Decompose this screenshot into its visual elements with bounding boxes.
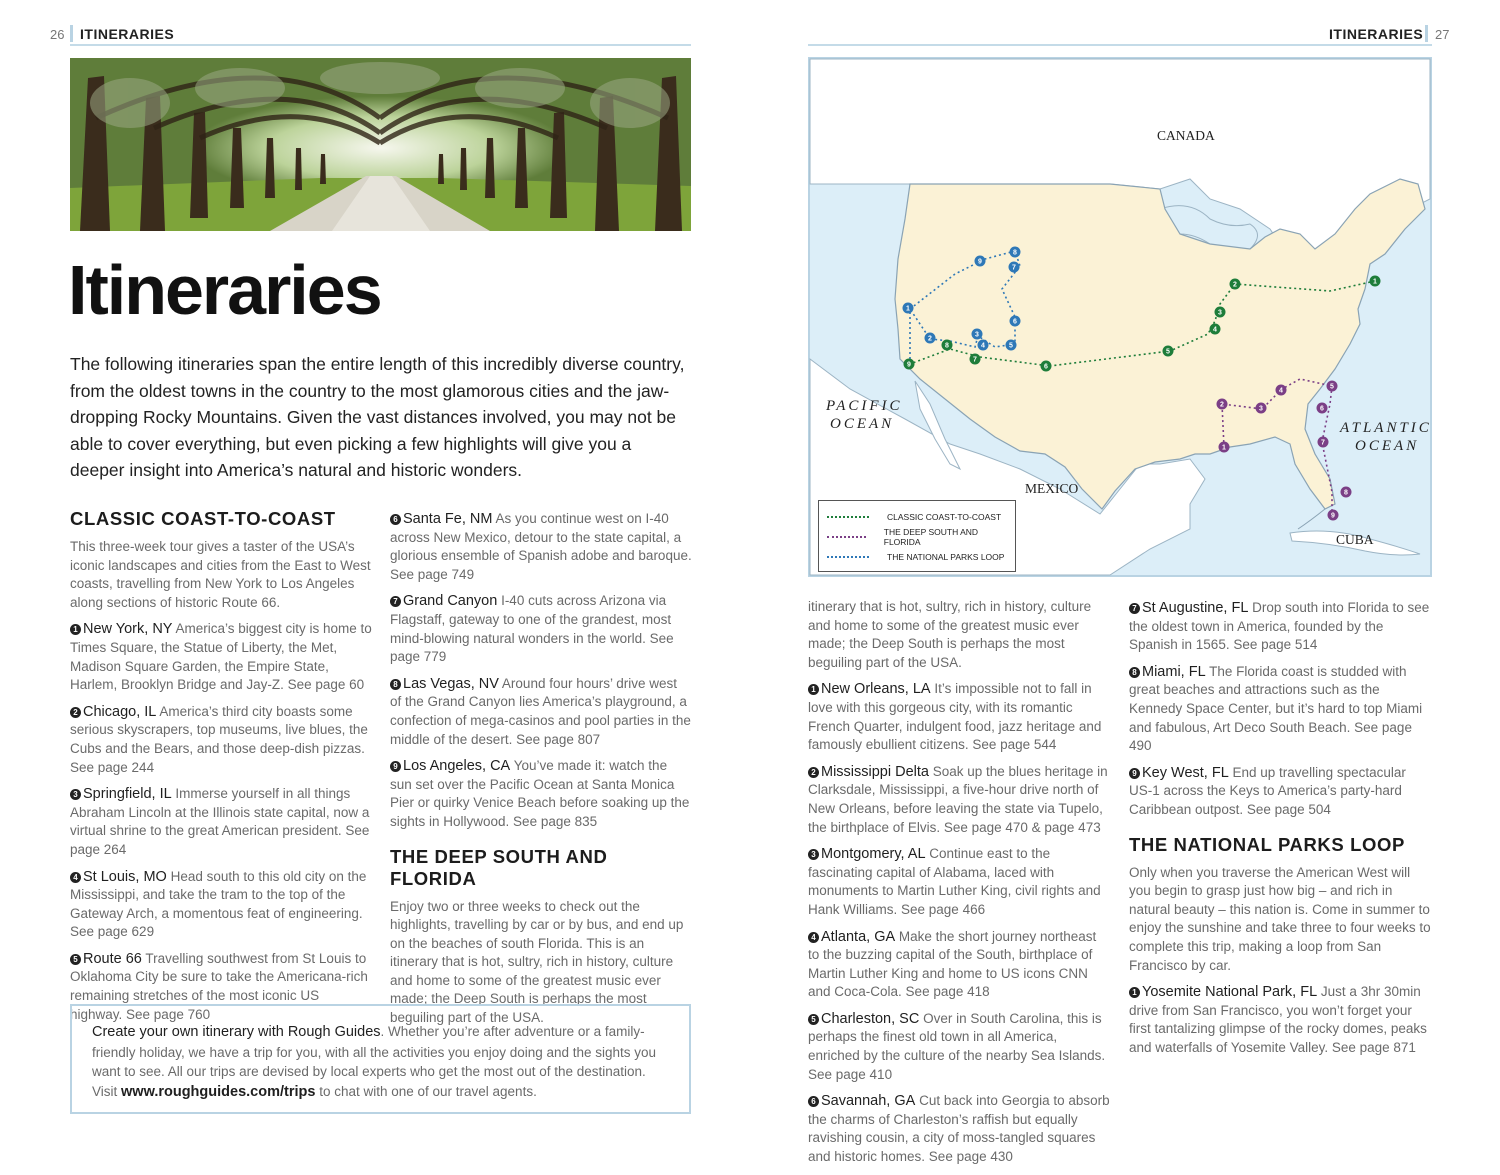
stop-description: The Florida coast is studded with great beaches and attractions such as the Kennedy Space Center, but it’s hard to top Miami and fabulous, Art Deco South Beach. See page 490 bbox=[1129, 663, 1423, 754]
legend-row-south bbox=[827, 527, 1007, 547]
intro-paragraph: The following itineraries span the entire length of this incredibly diverse country, from the oldest towns in the country to the most glamorous cities and the jaw-dropping Rocky Mountains. Given the vast distances involved, you may not be able to cover everything, but even picking a few highlights will give you a deeper insight into America’s natural and historic wonders. bbox=[70, 354, 685, 480]
classic-stop bbox=[70, 703, 372, 777]
stop-description: Just a 3hr 30min drive from San Francisco, you won’t forget your first tantalizing glimpse of the rocky domes, peaks and waterfalls of Yosemite Valley. See page 871 bbox=[1129, 984, 1427, 1055]
classic-stop bbox=[70, 785, 372, 859]
legend-row-classic bbox=[827, 507, 1007, 527]
stop-number-badge: 5 bbox=[808, 1014, 819, 1025]
map-label-cuba: CUBA bbox=[1336, 532, 1374, 547]
stop-name: Mississippi Delta bbox=[821, 763, 929, 780]
stop-number-badge: 4 bbox=[808, 932, 819, 943]
south-stop bbox=[808, 928, 1110, 1002]
column-3 bbox=[808, 599, 1110, 1175]
stop-number-badge: 7 bbox=[1129, 603, 1140, 614]
stop-name: St Louis, MO bbox=[83, 868, 167, 885]
stop-number-badge: 2 bbox=[808, 767, 819, 778]
stop-name: Springfield, IL bbox=[83, 786, 172, 803]
south-marker-6-label: 6 bbox=[1320, 405, 1324, 413]
stop-description: Head south to this old city on the Mississippi, and take the tram to the top of the Gateway Arch, a momentous feat of engineering. See page 629 bbox=[70, 868, 367, 940]
map-label-mexico: MEXICO bbox=[1025, 481, 1079, 496]
classic-marker-5-label: 5 bbox=[1166, 348, 1170, 356]
stop-description: Soak up the blues heritage in Clarksdale, Mississippi, a five-hour drive north of New Orleans, before leaving the state via Tupelo, the birthplace of Elvis. See page 470 & page 473 bbox=[808, 763, 1108, 835]
right-page-number: 27 bbox=[1435, 27, 1450, 42]
south-stop bbox=[808, 680, 1110, 754]
stop-name: Montgomery, AL bbox=[821, 846, 926, 863]
classic-marker-4-label: 4 bbox=[1213, 326, 1217, 334]
stop-description: Drop south into Florida to see the oldest town in America, founded by the Spanish in 1565. See page 514 bbox=[1129, 600, 1430, 653]
left-page-number: 26 bbox=[50, 27, 65, 42]
column-2 bbox=[390, 510, 692, 1036]
stop-description: America’s biggest city is home to Times Square, the Statue of Liberty, the Met, Madison Square Garden, the Empire State, Harlem, Brooklyn Bridge and Jay-Z. See page 60 bbox=[70, 621, 372, 693]
stop-number-badge: 4 bbox=[70, 872, 81, 883]
legend-line-classic bbox=[827, 516, 869, 518]
stop-name: Savannah, GA bbox=[821, 1093, 916, 1110]
stop-name: Las Vegas, NV bbox=[403, 675, 499, 692]
column-4 bbox=[1129, 599, 1431, 1065]
classic-stop bbox=[70, 620, 372, 694]
south-marker-3-label: 3 bbox=[1259, 405, 1263, 413]
column-1 bbox=[70, 508, 372, 1032]
map-legend bbox=[818, 500, 1016, 572]
south-marker-8-label: 8 bbox=[1344, 489, 1348, 497]
legend-label-south: THE DEEP SOUTH AND FLORIDA bbox=[883, 527, 979, 547]
map-graphic bbox=[810, 59, 1430, 575]
stop-description: You’ve made it: watch the sun set over the Pacific Ocean at Santa Monica Pier or quirky Venice Beach before soaking up the sights in Hollywood. See page 835 bbox=[390, 758, 690, 829]
map-label-atlantic-ocean: OCEAN bbox=[1355, 438, 1420, 454]
stop-description: End up travelling spectacular US-1 across the Keys to America’s party-hard Caribbean outpost. See page 504 bbox=[1129, 764, 1406, 817]
classic-marker-8-label: 8 bbox=[945, 342, 949, 350]
stop-description: Around four hours’ drive west of the Grand Canyon lies America’s playground, a confection of mega-casinos and pool parties in the middle of the desert. See page 807 bbox=[390, 675, 691, 747]
south-marker-7-label: 7 bbox=[1321, 439, 1325, 447]
hero-photo-oak-avenue bbox=[70, 58, 691, 231]
left-header-tick bbox=[70, 25, 73, 42]
classic-marker-1-label: 1 bbox=[1373, 278, 1377, 286]
classic-marker-9-label: 9 bbox=[907, 361, 911, 369]
stop-name: Grand Canyon bbox=[403, 593, 498, 610]
classic-marker-6-label: 6 bbox=[1044, 363, 1048, 371]
stop-number-badge: 1 bbox=[1129, 987, 1140, 998]
map-label-pacific-ocean: OCEAN bbox=[830, 416, 895, 432]
classic-intro: This three-week tour gives a taster of the USA’s iconic landscapes and cities from the East to West coasts, travelling from New York to Los Angeles along sections of historic Route 66. bbox=[70, 539, 371, 610]
stop-name: Los Angeles, CA bbox=[403, 758, 511, 775]
section-heading-classic: CLASSIC COAST-TO-COAST bbox=[70, 508, 336, 529]
legend-row-parks bbox=[827, 547, 1007, 567]
parks-stop bbox=[1129, 983, 1431, 1057]
callout-heading: Create your own itinerary with Rough Guides bbox=[92, 1024, 381, 1040]
classic-stop bbox=[390, 592, 692, 666]
legend-label-classic: CLASSIC COAST-TO-COAST bbox=[887, 512, 1002, 522]
stop-name: Atlanta, GA bbox=[821, 928, 896, 945]
stop-number-badge: 8 bbox=[1129, 667, 1140, 678]
south-stop bbox=[808, 1010, 1110, 1084]
stop-description: Cut back into Georgia to absorb the charms of Charleston’s raffish but equally ravishing cousin, a city of moss-tangled squares and historic homes. See page 430 bbox=[808, 1093, 1110, 1165]
stop-number-badge: 7 bbox=[390, 596, 401, 607]
stop-name: Key West, FL bbox=[1142, 764, 1229, 781]
stop-number-badge: 9 bbox=[390, 761, 401, 772]
stop-description: America’s third city boasts some serious skyscrapers, top museums, live blues, the Cubs and the Bears, and those deep-dish pizzas. See page 244 bbox=[70, 703, 368, 775]
stop-description: Over in South Carolina, this is perhaps the finest old town in all America, enriched by the culture of the nearby Sea Islands. See page 410 bbox=[808, 1010, 1106, 1082]
stop-number-badge: 1 bbox=[70, 624, 81, 635]
stop-description: Continue east to the fascinating capital of Alabama, laced with monuments to Martin Luther King, civil rights and Hank Williams. See page 466 bbox=[808, 846, 1101, 917]
right-header-rule bbox=[808, 44, 1432, 46]
south-stop bbox=[808, 845, 1110, 919]
south-marker-5-label: 5 bbox=[1330, 383, 1334, 391]
left-running-head: ITINERARIES bbox=[80, 26, 175, 42]
south-intro-continuation: itinerary that is hot, sultry, rich in history, culture and home to some of the greatest music ever made; the Deep South is perhaps the most beguiling part of the USA. bbox=[808, 599, 1092, 670]
section-heading-parks: THE NATIONAL PARKS LOOP bbox=[1129, 833, 1405, 855]
south-stop bbox=[808, 1092, 1110, 1166]
page-title: Itineraries bbox=[68, 251, 381, 329]
legend-line-south bbox=[827, 536, 866, 538]
usa-itineraries-map bbox=[808, 57, 1432, 577]
parks-marker-6-label: 6 bbox=[1013, 318, 1017, 326]
classic-marker-3-label: 3 bbox=[1218, 309, 1222, 317]
south-stop bbox=[1129, 764, 1431, 820]
south-stop bbox=[1129, 663, 1431, 756]
stop-number-badge: 6 bbox=[390, 514, 401, 525]
classic-stop bbox=[390, 510, 692, 584]
classic-marker-2-label: 2 bbox=[1233, 281, 1237, 289]
stop-name: Santa Fe, NM bbox=[403, 511, 493, 527]
stop-description: Immerse yourself in all things Abraham Lincoln at the Illinois state capital, now a virtual shrine to the great American president. See page 264 bbox=[70, 786, 370, 857]
classic-marker-7-label: 7 bbox=[973, 356, 977, 364]
classic-stop bbox=[390, 675, 692, 749]
south-stop bbox=[1129, 599, 1431, 655]
map-label-canada: CANADA bbox=[1157, 128, 1215, 143]
stop-name: New York, NY bbox=[83, 621, 173, 638]
stop-description: I-40 cuts across Arizona via Flagstaff, gateway to one of the grandest, most mind-blowing natural wonders in the world. See page 779 bbox=[390, 593, 674, 665]
south-marker-9-label: 9 bbox=[1331, 512, 1335, 520]
right-running-head: ITINERARIES bbox=[1329, 26, 1424, 42]
parks-intro: Only when you traverse the American West will you begin to grasp just how big – and rich in natural beauty – this nation is. Come in summer to enjoy the sunshine and take three to four weeks to complete this trip, making a loop from San Francisco by car. bbox=[1129, 864, 1431, 973]
stop-name: Route 66 bbox=[83, 950, 142, 967]
stop-name: Yosemite National Park, FL bbox=[1142, 984, 1318, 1001]
stop-name: St Augustine, FL bbox=[1142, 600, 1249, 616]
stop-number-badge: 8 bbox=[390, 679, 401, 690]
stop-number-badge: 3 bbox=[808, 849, 819, 860]
right-header-tick bbox=[1425, 25, 1428, 42]
rough-guides-callout bbox=[70, 1004, 691, 1114]
left-header-rule bbox=[70, 44, 691, 46]
parks-marker-1-label: 1 bbox=[906, 305, 910, 313]
callout-text: . Whether you’re after adventure or a family-friendly holiday, we have a trip for you, with all the activities you enjoy doing and the sights you want to see. All our trips are devised by local experts who get the most out of the destination. Visit bbox=[92, 1024, 657, 1099]
parks-marker-5-label: 5 bbox=[1009, 342, 1013, 350]
map-label-pacific: PACIFIC bbox=[826, 398, 903, 414]
parks-marker-8-label: 8 bbox=[1013, 249, 1017, 257]
south-stop bbox=[808, 763, 1110, 837]
legend-label-parks: THE NATIONAL PARKS LOOP bbox=[887, 552, 1005, 562]
stop-description: As you continue west on I-40 across New Mexico, detour to the state capital, a glorious ensemble of Spanish adobe and baroque. See page 749 bbox=[390, 511, 692, 582]
legend-line-parks bbox=[827, 556, 869, 558]
stop-number-badge: 6 bbox=[808, 1096, 819, 1107]
south-marker-2-label: 2 bbox=[1220, 401, 1224, 409]
parks-marker-7-label: 7 bbox=[1012, 264, 1016, 272]
florida-keys bbox=[1298, 509, 1325, 529]
stop-number-badge: 1 bbox=[808, 684, 819, 695]
south-intro: Enjoy two or three weeks to check out the highlights, travelling by car or by bus, and end up on the beaches of south Florida. This is an itinerary that is hot, sultry, rich in history, culture and home to some of the greatest music ever made; the Deep South is perhaps the most beguiling part of the USA. bbox=[390, 898, 684, 1026]
stop-number-badge: 9 bbox=[1129, 768, 1140, 779]
stop-name: Charleston, SC bbox=[821, 1010, 920, 1027]
parks-marker-2-label: 2 bbox=[928, 335, 932, 343]
south-marker-4-label: 4 bbox=[1279, 387, 1283, 395]
stop-number-badge: 5 bbox=[70, 954, 81, 965]
parks-marker-9-label: 9 bbox=[978, 258, 982, 266]
stop-description: It’s impossible not to fall in love with this gorgeous city, with its romantic French Quarter, indulgent food, jazz heritage and famously ebullient citizens. See page 544 bbox=[808, 681, 1102, 753]
south-intro-continued bbox=[808, 598, 1110, 672]
stop-name: Miami, FL bbox=[1142, 663, 1206, 680]
parks-marker-4-label: 4 bbox=[981, 342, 985, 350]
map-label-atlantic: ATLANTIC bbox=[1340, 420, 1432, 436]
stop-name: Chicago, IL bbox=[83, 703, 157, 720]
callout-text-end: to chat with one of our travel agents. bbox=[315, 1083, 537, 1099]
stop-number-badge: 2 bbox=[70, 707, 81, 718]
classic-stop bbox=[390, 757, 692, 831]
stop-name: New Orleans, LA bbox=[821, 681, 931, 698]
stop-description: Make the short journey northeast to the buzzing capital of the South, birthplace of Martin Luther King and home to US icons CNN and Coca-Cola. See page 418 bbox=[808, 928, 1097, 1000]
classic-stop bbox=[70, 868, 372, 942]
callout-link[interactable]: www.roughguides.com/trips bbox=[121, 1083, 316, 1100]
south-marker-1-label: 1 bbox=[1222, 444, 1226, 452]
section-heading-south: THE DEEP SOUTH AND FLORIDA bbox=[390, 845, 608, 889]
stop-description: Travelling southwest from St Louis to Oklahoma City be sure to take the Americana-rich remaining stretches of the most iconic US highway. See page 760 bbox=[70, 950, 368, 1022]
parks-marker-3-label: 3 bbox=[975, 331, 979, 339]
stop-number-badge: 3 bbox=[70, 789, 81, 800]
